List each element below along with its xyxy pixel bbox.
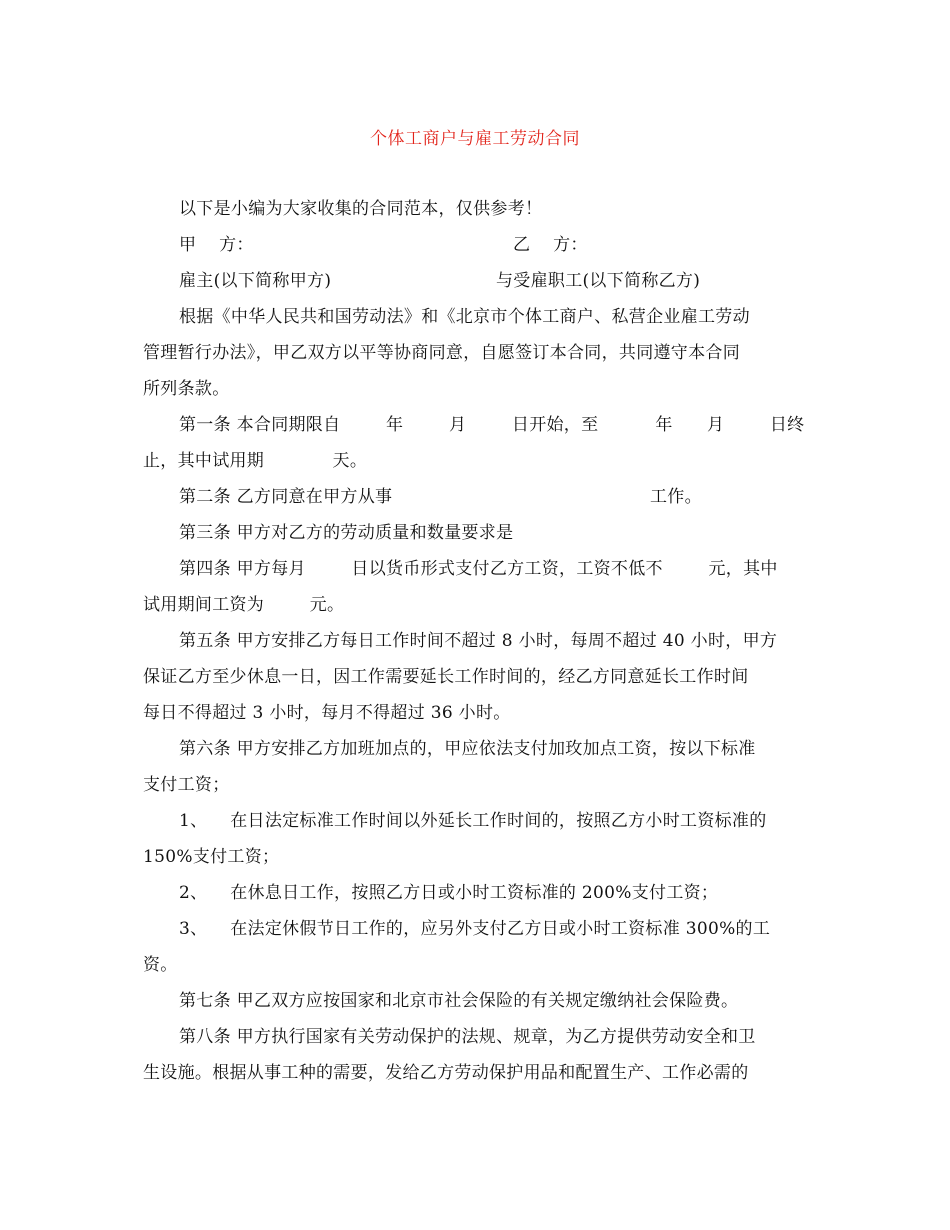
article-4-line: 第四条 甲方每月 日以货币形式支付乙方工资，工资不低不 元，其中 bbox=[179, 559, 778, 579]
list-item-3: 3、 在法定休假节日工作的，应另外支付乙方日或小时工资标准 300%的工 bbox=[179, 919, 771, 939]
employer-label: 雇主(以下简称甲方) bbox=[179, 271, 332, 291]
employee-label: 与受雇职工(以下简称乙方) bbox=[496, 271, 701, 291]
intro-line: 以下是小编为大家收集的合同范本，仅供参考！ bbox=[179, 199, 543, 219]
article-8-line: 第八条 甲方执行国家有关劳动保护的法规、规章，为乙方提供劳动安全和卫 bbox=[179, 1027, 756, 1047]
preamble-line: 根据《中华人民共和国劳动法》和《北京市个体工商户、私营企业雇工劳动 bbox=[179, 307, 750, 327]
list-item-1-cont: 150%支付工资； bbox=[143, 847, 280, 867]
article-2-line: 第二条 乙方同意在甲方从事 bbox=[179, 487, 393, 507]
article-7-line: 第七条 甲乙双方应按国家和北京市社会保险的有关规定缴纳社会保险费。 bbox=[179, 991, 739, 1011]
article-5-line: 保证乙方至少休息一日，因工作需要延长工作时间的，经乙方同意延长工作时间 bbox=[143, 667, 749, 687]
preamble-line: 管理暂行办法》，甲乙双方以平等协商同意，自愿签订本合同，共同遵守本合同 bbox=[143, 343, 740, 363]
list-item-2: 2、 在休息日工作，按照乙方日或小时工资标准的 200%支付工资； bbox=[179, 883, 719, 903]
article-3-line: 第三条 甲方对乙方的劳动质量和数量要求是 bbox=[179, 523, 514, 543]
article-2-tail: 工作。 bbox=[650, 487, 702, 507]
preamble-line: 所列条款。 bbox=[143, 379, 230, 399]
article-4-line: 试用期间工资为 元。 bbox=[143, 595, 345, 615]
document-title: 个体工商户与雇工劳动合同 bbox=[370, 129, 580, 149]
list-item-3-cont: 资。 bbox=[143, 955, 178, 975]
article-8-line: 生设施。根据从事工种的需要，发给乙方劳动保护用品和配置生产、工作必需的 bbox=[143, 1063, 749, 1083]
list-item-1: 1、 在日法定标准工作时间以外延长工作时间的，按照乙方小时工资标准的 bbox=[179, 811, 767, 831]
party-b-label: 乙 方： bbox=[513, 235, 588, 255]
party-a-label: 甲 方： bbox=[179, 235, 254, 255]
article-6-line: 支付工资； bbox=[143, 775, 230, 795]
article-6-line: 第六条 甲方安排乙方加班加点的，甲应依法支付加玫加点工资，按以下标准 bbox=[179, 739, 756, 759]
article-5-line: 每日不得超过 3 小时，每月不得超过 36 小时。 bbox=[143, 703, 511, 723]
article-5-line: 第五条 甲方安排乙方每日工作时间不超过 8 小时，每周不超过 40 小时，甲方 bbox=[179, 631, 778, 651]
article-1-line: 止，其中试用期 天。 bbox=[143, 451, 368, 471]
article-1-line: 第一条 本合同期限自 年 月 日开始，至 年 月 日终 bbox=[179, 415, 805, 435]
